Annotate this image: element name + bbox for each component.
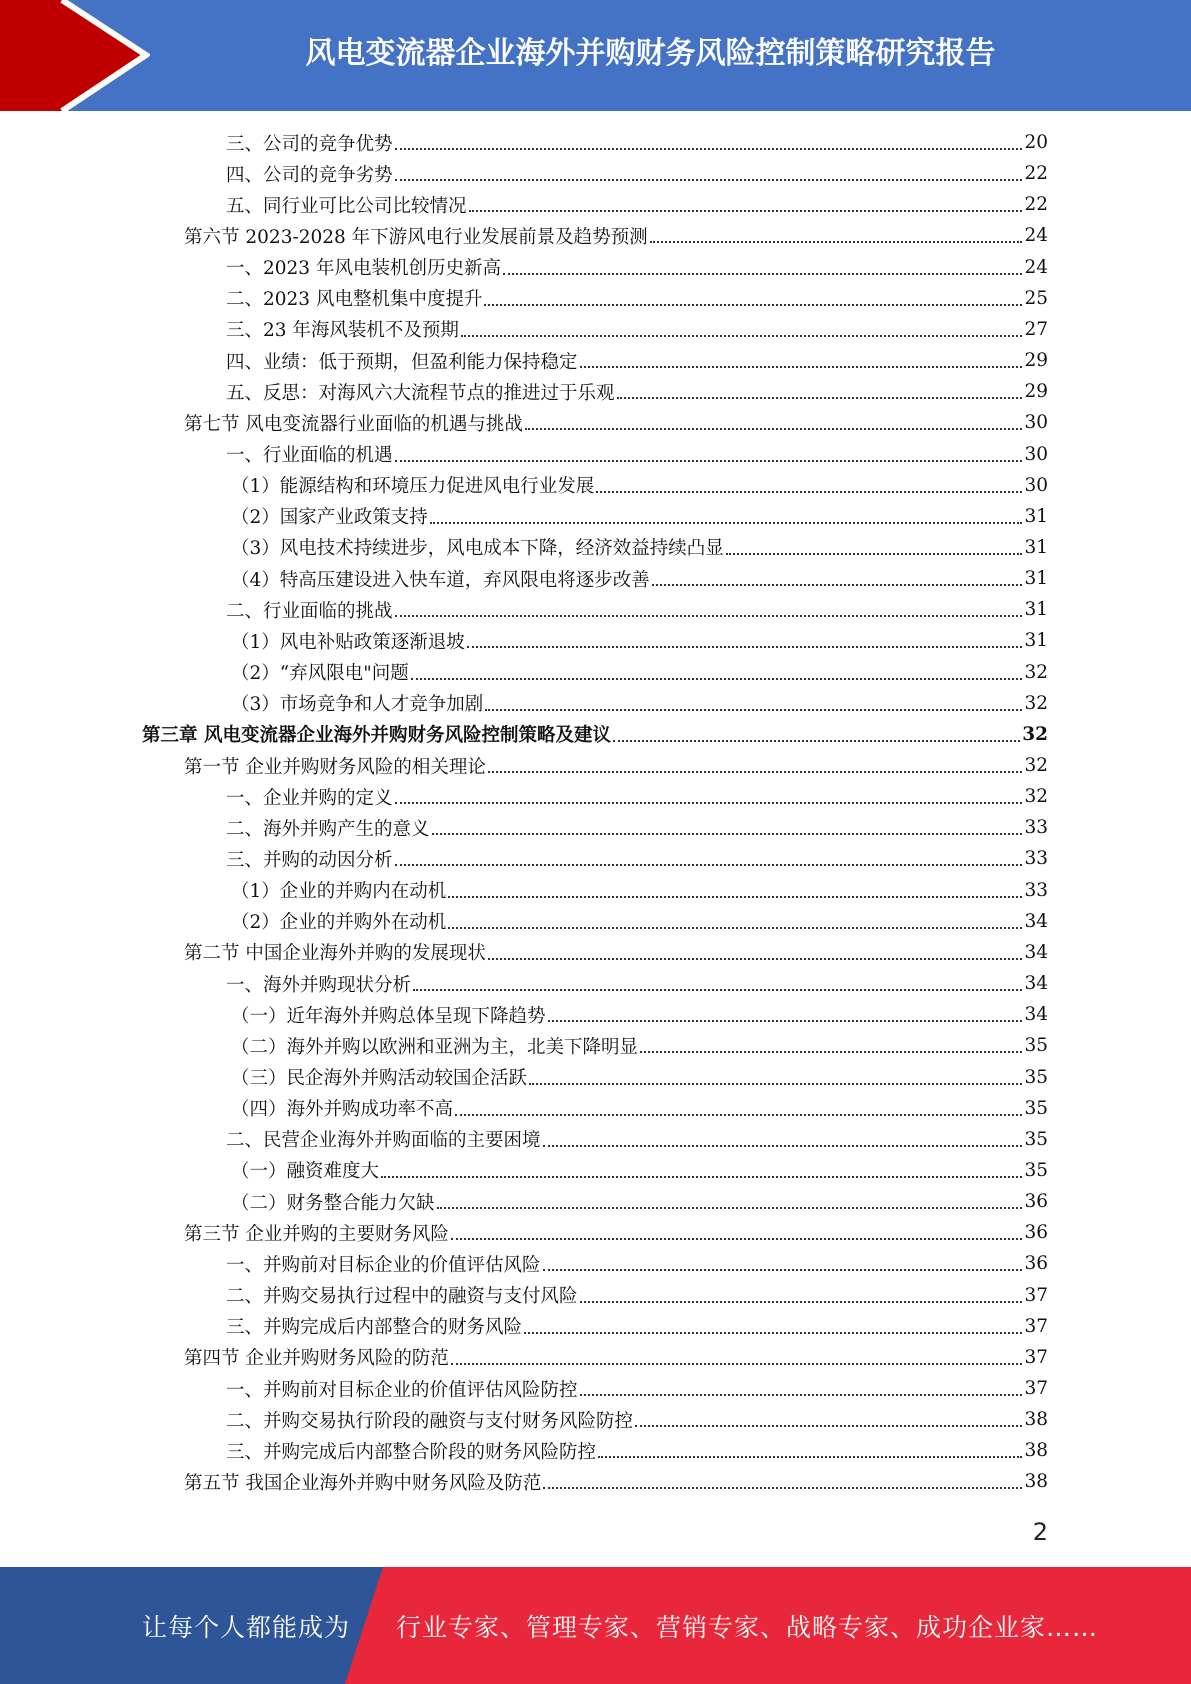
footer-banner xyxy=(0,1567,1191,1684)
toc-leader-dots xyxy=(469,210,1023,212)
toc-leader-dots xyxy=(430,522,1023,524)
toc-entry-title: 第六节 2023-2028 年下游风电行业发展前景及趋势预测 xyxy=(184,226,648,248)
toc-entry-title: 第二节 中国企业海外并购的发展现状 xyxy=(184,943,486,965)
toc-leader-dots xyxy=(548,1020,1023,1022)
toc-entry[interactable] xyxy=(226,283,1048,314)
toc-leader-dots xyxy=(395,615,1023,617)
toc-entry[interactable] xyxy=(226,1373,1048,1404)
toc-entry[interactable] xyxy=(226,1404,1048,1435)
toc-entry-page: 27 xyxy=(1024,318,1048,340)
toc-leader-dots xyxy=(617,397,1023,399)
toc-entry[interactable] xyxy=(184,1342,1048,1373)
toc-leader-dots xyxy=(580,1301,1023,1303)
toc-entry-page: 29 xyxy=(1024,381,1048,403)
toc-entry[interactable] xyxy=(184,1217,1048,1248)
toc-entry-title: 五、反思：对海风六大流程节点的推进过于乐观 xyxy=(226,382,615,404)
toc-leader-dots xyxy=(485,709,1022,711)
toc-entry-page: 38 xyxy=(1024,1409,1048,1431)
toc-entry[interactable] xyxy=(231,657,1048,688)
toc-entry-title: 一、2023 年风电装机创历史新高 xyxy=(226,258,501,280)
toc-entry-title: （1）企业的并购内在动机 xyxy=(231,881,447,903)
toc-entry-page: 35 xyxy=(1024,1128,1048,1150)
toc-leader-dots xyxy=(543,1269,1023,1271)
toc-entry-page: 30 xyxy=(1024,474,1048,496)
toc-entry[interactable] xyxy=(226,345,1048,376)
toc-entry-title: 第五节 我国企业海外并购中财务风险及防范 xyxy=(184,1472,542,1494)
toc-entry[interactable] xyxy=(184,937,1048,968)
toc-entry[interactable] xyxy=(184,750,1048,781)
toc-entry[interactable] xyxy=(226,314,1048,345)
toc-entry[interactable] xyxy=(226,1124,1048,1155)
report-title: 风电变流器企业海外并购财务风险控制策略研究报告 xyxy=(305,36,996,71)
toc-entry-page: 37 xyxy=(1024,1378,1048,1399)
header-red-arrow-decoration xyxy=(0,0,150,111)
toc-leader-dots xyxy=(448,927,1022,929)
toc-leader-dots xyxy=(652,584,1023,586)
toc-leader-dots xyxy=(543,1487,1022,1489)
toc-leader-dots xyxy=(395,148,1023,150)
toc-entry[interactable] xyxy=(226,158,1048,189)
toc-entry-title: （三）民企海外并购活动较国企活跃 xyxy=(231,1068,528,1089)
toc-entry-title: 一、并购前对目标企业的价值评估风险 xyxy=(226,1254,541,1276)
toc-leader-dots xyxy=(395,802,1023,804)
toc-leader-dots xyxy=(484,304,1022,306)
toc-entry-title: 五、同行业可比公司比较情况 xyxy=(226,195,467,217)
toc-entry-page: 34 xyxy=(1024,941,1048,963)
toc-entry-title: 三、公司的竞争优势 xyxy=(226,133,393,155)
toc-entry[interactable] xyxy=(231,999,1048,1030)
toc-entry[interactable] xyxy=(231,563,1048,594)
toc-entry-title: 二、并购交易执行过程中的融资与支付风险 xyxy=(226,1286,578,1308)
toc-entry[interactable] xyxy=(231,1186,1048,1217)
toc-entry[interactable] xyxy=(226,1248,1048,1279)
toc-entry-title: （3）风电技术持续进步，风电成本下降，经济效益持续凸显 xyxy=(231,538,724,560)
toc-entry-page: 36 xyxy=(1024,1222,1048,1244)
toc-leader-dots xyxy=(395,179,1023,181)
toc-entry-title: 二、并购交易执行阶段的融资与支付财务风险防控 xyxy=(226,1410,634,1432)
toc-entry-page: 31 xyxy=(1024,599,1048,621)
toc-entry-title: （一）近年海外并购总体呈现下降趋势 xyxy=(231,1005,546,1027)
toc-entry[interactable] xyxy=(184,220,1048,251)
toc-entry-title: （2）国家产业政策支持 xyxy=(231,507,428,529)
toc-entry-page: 35 xyxy=(1024,1159,1048,1181)
toc-leader-dots xyxy=(432,833,1023,835)
toc-entry-page: 32 xyxy=(1024,661,1048,683)
toc-entry-title: （2）“弃风限电"问题 xyxy=(231,663,409,685)
toc-entry-page: 31 xyxy=(1024,630,1048,652)
toc-entry-page: 30 xyxy=(1024,443,1048,465)
toc-entry-title: 第三章 风电变流器企业海外并购财务风险控制策略及建议 xyxy=(142,725,611,747)
toc-leader-dots xyxy=(580,1394,1023,1396)
toc-leader-dots xyxy=(503,273,1022,275)
toc-leader-dots xyxy=(488,771,1023,773)
toc-entry-title: 一、行业面临的机遇 xyxy=(226,445,393,466)
toc-entry[interactable] xyxy=(226,439,1048,470)
toc-entry-page: 32 xyxy=(1024,786,1048,808)
toc-entry-page: 38 xyxy=(1024,1440,1048,1462)
toc-entry-page: 22 xyxy=(1024,163,1048,185)
toc-entry-page: 36 xyxy=(1024,1191,1048,1213)
toc-entry-title: 三、并购完成后内部整合阶段的财务风险防控 xyxy=(226,1441,597,1463)
toc-leader-dots xyxy=(451,1363,1023,1365)
toc-entry[interactable] xyxy=(231,532,1048,563)
toc-entry-page: 36 xyxy=(1024,1253,1048,1275)
toc-entry-title: 第三节 企业并购的主要财务风险 xyxy=(184,1223,449,1245)
toc-entry[interactable] xyxy=(184,1466,1048,1497)
toc-leader-dots xyxy=(395,864,1023,866)
toc-entry[interactable] xyxy=(231,688,1048,719)
toc-entry-title: （4）特高压建设进入快车道，弃风限电将逐步改善 xyxy=(231,569,650,591)
toc-entry[interactable] xyxy=(226,376,1048,407)
toc-leader-dots xyxy=(467,646,1023,648)
toc-entry-page: 38 xyxy=(1024,1471,1048,1493)
toc-entry-title: 一、海外并购现状分析 xyxy=(226,974,412,996)
toc-entry[interactable] xyxy=(231,625,1048,656)
toc-leader-dots xyxy=(451,1238,1023,1240)
toc-entry[interactable] xyxy=(231,1155,1048,1186)
toc-entry[interactable] xyxy=(226,843,1048,874)
toc-entry-title: （四）海外并购成功率不高 xyxy=(231,1099,454,1121)
toc-entry-page: 34 xyxy=(1024,910,1048,932)
toc-entry-page: 37 xyxy=(1024,1346,1048,1368)
toc-leader-dots xyxy=(598,1456,1022,1458)
toc-entry-title: 二、2023 风电整机集中度提升 xyxy=(226,289,483,311)
toc-entry[interactable] xyxy=(226,594,1048,625)
toc-entry-title: 二、海外并购产生的意义 xyxy=(226,818,430,840)
toc-leader-dots xyxy=(529,1083,1022,1085)
toc-entry[interactable] xyxy=(231,1030,1048,1061)
toc-entry-title: 二、民营企业海外并购面临的主要困境 xyxy=(226,1130,541,1152)
toc-entry-page: 35 xyxy=(1024,1097,1048,1119)
toc-leader-dots xyxy=(461,335,1023,337)
toc-entry-title: 三、并购的动因分析 xyxy=(226,849,393,871)
toc-leader-dots xyxy=(455,1114,1022,1116)
toc-entry-title: 三、23 年海风装机不及预期 xyxy=(226,320,459,342)
toc-entry-title: （1）风电补贴政策逐渐退坡 xyxy=(231,631,465,653)
toc-entry-title: （3）市场竞争和人才竞争加剧 xyxy=(231,694,484,716)
toc-entry[interactable] xyxy=(226,127,1048,158)
toc-entry[interactable] xyxy=(142,719,1048,750)
toc-leader-dots xyxy=(543,1145,1023,1147)
toc-entry-title: （二）海外并购以欧洲和亚洲为主，北美下降明显 xyxy=(231,1036,639,1058)
toc-entry-page: 25 xyxy=(1024,287,1048,309)
toc-leader-dots xyxy=(640,1051,1022,1053)
toc-entry[interactable] xyxy=(231,1093,1048,1124)
footer-slogan-left: 让每个人都能成为 xyxy=(142,1612,351,1642)
toc-leader-dots xyxy=(525,428,1023,430)
toc-entry-title: （2）企业的并购外在动机 xyxy=(231,912,447,934)
report-header xyxy=(0,0,1191,111)
toc-entry[interactable] xyxy=(226,812,1048,843)
toc-entry-title: （一）融资难度大 xyxy=(231,1161,380,1183)
toc-leader-dots xyxy=(411,678,1023,680)
toc-entry-page: 32 xyxy=(1022,723,1048,745)
toc-entry-title: 二、行业面临的挑战 xyxy=(226,600,393,622)
toc-entry-title: （1）能源结构和环境压力促进风电行业发展 xyxy=(231,476,595,498)
page-number: 2 xyxy=(1032,1518,1048,1546)
toc-entry[interactable] xyxy=(226,1280,1048,1311)
toc-leader-dots xyxy=(635,1425,1022,1427)
toc-leader-dots xyxy=(381,1176,1022,1178)
toc-entry[interactable] xyxy=(231,470,1048,501)
toc-entry-page: 35 xyxy=(1024,1066,1048,1088)
toc-leader-dots xyxy=(524,1332,1022,1334)
toc-entry[interactable] xyxy=(231,1062,1048,1093)
toc-entry-title: （二）财务整合能力欠缺 xyxy=(231,1192,435,1214)
toc-entry[interactable] xyxy=(231,875,1048,906)
toc-entry-page: 33 xyxy=(1024,817,1048,839)
toc-entry-page: 35 xyxy=(1024,1035,1048,1057)
toc-leader-dots xyxy=(650,241,1023,243)
toc-leader-dots xyxy=(613,740,1020,742)
toc-entry-page: 20 xyxy=(1024,132,1048,153)
toc-entry-page: 33 xyxy=(1024,879,1048,901)
toc-entry-title: 一、企业并购的定义 xyxy=(226,787,393,809)
toc-entry-page: 24 xyxy=(1024,225,1048,247)
toc-leader-dots xyxy=(437,1207,1023,1209)
toc-entry-page: 30 xyxy=(1024,412,1048,434)
toc-leader-dots xyxy=(488,958,1023,960)
toc-entry-title: 第一节 企业并购财务风险的相关理论 xyxy=(184,756,486,778)
toc-entry-page: 22 xyxy=(1024,194,1048,216)
toc-entry-title: 一、并购前对目标企业的价值评估风险防控 xyxy=(226,1379,578,1401)
toc-entry-page: 31 xyxy=(1024,568,1048,590)
toc-entry[interactable] xyxy=(184,407,1048,438)
toc-leader-dots xyxy=(413,989,1022,991)
toc-leader-dots xyxy=(448,896,1022,898)
toc-entry-page: 32 xyxy=(1024,755,1048,776)
toc-entry[interactable] xyxy=(231,501,1048,532)
toc-entry-page: 37 xyxy=(1024,1284,1048,1306)
toc-entry[interactable] xyxy=(226,1435,1048,1466)
toc-entry-page: 32 xyxy=(1024,692,1048,714)
toc-entry[interactable] xyxy=(226,189,1048,220)
toc-leader-dots xyxy=(596,491,1022,493)
toc-entry-page: 33 xyxy=(1024,848,1048,870)
toc-entry-page: 31 xyxy=(1024,536,1048,558)
toc-entry-page: 31 xyxy=(1024,505,1048,527)
toc-entry-title: 第七节 风电变流器行业面临的机遇与挑战 xyxy=(184,413,523,435)
toc-entry[interactable] xyxy=(226,968,1048,999)
toc-entry[interactable] xyxy=(226,781,1048,812)
toc-entry[interactable] xyxy=(231,906,1048,937)
toc-entry-page: 37 xyxy=(1024,1315,1048,1337)
toc-entry-page: 24 xyxy=(1024,256,1048,278)
toc-leader-dots xyxy=(726,553,1023,555)
toc-leader-dots xyxy=(395,460,1023,462)
footer-slogan-right: 行业专家、管理专家、营销专家、战略专家、成功企业家…… xyxy=(396,1612,1099,1642)
toc-entry-title: 四、业绩：低于预期，但盈利能力保持稳定 xyxy=(226,351,578,373)
toc-entry[interactable] xyxy=(226,252,1048,283)
toc-entry-title: 三、并购完成后内部整合的财务风险 xyxy=(226,1317,523,1339)
toc-entry-title: 第四节 企业并购财务风险的防范 xyxy=(184,1348,449,1370)
toc-entry-page: 34 xyxy=(1024,973,1048,995)
toc-entry-page: 29 xyxy=(1024,350,1048,372)
toc-leader-dots xyxy=(580,366,1023,368)
toc-entry[interactable] xyxy=(226,1311,1048,1342)
toc-entry-title: 四、公司的竞争劣势 xyxy=(226,164,393,186)
toc-entry-page: 34 xyxy=(1024,1004,1048,1026)
